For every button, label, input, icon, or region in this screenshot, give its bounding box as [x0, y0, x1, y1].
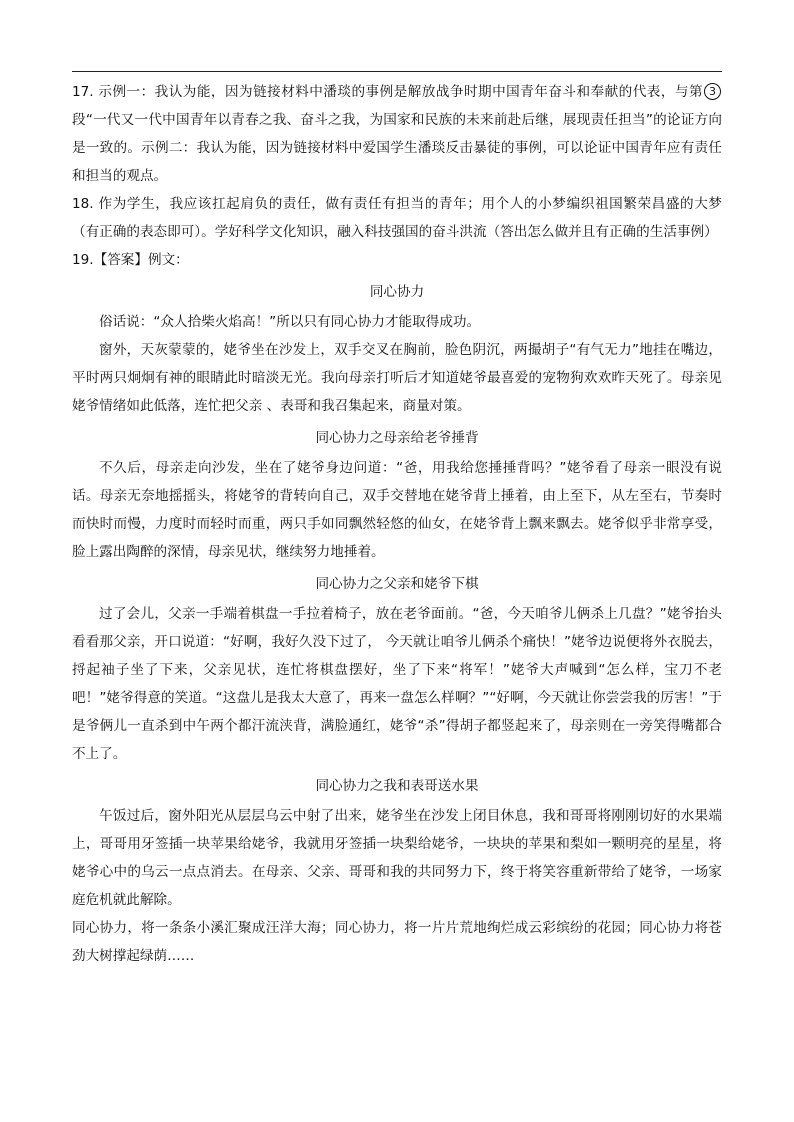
essay-paragraph-3: 不久后，母亲走向沙发，坐在了姥爷身边问道：“爸，用我给您捶捶背吗？”姥爷看了母亲一眼没有说话。母亲无奈地摇摇头，将姥爷的背转向自己，双手交替地在姥爷背上捶着，由上至下，从左至右，节奏时而快时而慢，力度时而轻时而重，两只手如同飘然轻悠的仙女，在姥爷背上飘来飘去。姥爷似乎非常享受，脸上露出陶醉的深情，母亲见状，继续努力地捶着。 [72, 460, 722, 560]
header-rule [72, 71, 722, 72]
circled-number: 3 [704, 83, 721, 100]
answer-page [72, 78, 722, 970]
answer-17-part2: 段“一代又一代中国青年以青春之我、奋斗之我，为国家和民族的未来前赴后继，展现责任担当”的论证方向是一致的。示例二：我认为能，因为链接材料中爱国学生潘琰反击暴徒的事例，可以论证中国青年应有责任和担当的观点。 [72, 112, 722, 184]
essay-paragraph-4: 过了会儿，父亲一手端着棋盘一手拉着椅子，放在老爷面前。“爸，今天咱爷儿俩杀上几盘？”姥爷抬头看看那父亲，开口说道：“好啊，我好久没下过了， 今天就让咱爷儿俩杀个痛快！”姥爷边说便将外衣脱去，捋起袖子坐了下来，父亲见状，连忙将棋盘摆好，坐了下来“将军！”姥爷大声喊到“怎么样，宝刀不老吧！”姥爷得意的笑道。“这盘儿是我太大意了，再来一盘怎么样啊？”“好啊，今天就让你尝尝我的厉害！”于是爷俩儿一直杀到中午两个都汗流浃背，满脸通红，姥爷“杀”得胡子都竖起来了，母亲则在一旁笑得嘴都合不上了。 [72, 606, 722, 762]
essay-conclusion: 同心协力，将一条条小溪汇聚成汪洋大海；同心协力，将一片片荒地绚烂成云彩缤纷的花园；同心协力将苍劲大树撑起绿荫…… [72, 920, 722, 964]
answer-19-label: 19.【答案】例文： [72, 252, 189, 268]
essay-paragraph-2: 窗外，天灰蒙蒙的，姥爷坐在沙发上，双手交叉在胸前，脸色阴沉，两撮胡子“有气无力”地挂在嘴边，平时两只炯炯有神的眼睛此时暗淡无光。我向母亲打听后才知道姥爷最喜爱的宠物狗欢欢昨天死了。母亲见姥爷情绪如此低落，连忙把父亲 、表哥和我召集起来，商量对策。 [72, 342, 722, 414]
answer-17-part1: 17. 示例一：我认为能，因为链接材料中潘琰的事例是解放战争时期中国青年奋斗和奉献的代表，与第 [72, 84, 703, 100]
essay-subheading-2: 同心协力之父亲和姥爷下棋 [315, 576, 479, 592]
essay-title: 同心协力 [369, 284, 425, 300]
answer-17 [72, 78, 722, 190]
essay-paragraph-1: 俗话说：“众人拾柴火焰高！”所以只有同心协力才能取得成功。 [99, 314, 481, 330]
essay-paragraph-5: 午饭过后，窗外阳光从层层乌云中射了出来，姥爷坐在沙发上闭目休息，我和哥哥将刚刚切好的水果端上，哥哥用牙签插一块苹果给姥爷，我就用牙签插一块梨给姥爷，一块块的苹果和梨如一颗明亮的星星，将姥爷心中的乌云一点点消去。在母亲、父亲、哥哥和我的共同努力下，终于将笑容重新带给了姥爷，一场家庭危机就此解除。 [72, 808, 722, 908]
essay-subheading-3: 同心协力之我和表哥送水果 [315, 778, 479, 794]
answer-18: 18. 作为学生，我应该扛起肩负的责任，做有责任有担当的青年；用个人的小梦编织祖国繁荣昌盛的大梦（有正确的表态即可）。学好科学文化知识，融入科技强国的奋斗洪流（答出怎么做并且有正确的生活事例） [72, 196, 722, 240]
essay-subheading-1: 同心协力之母亲给老爷捶背 [315, 430, 479, 446]
